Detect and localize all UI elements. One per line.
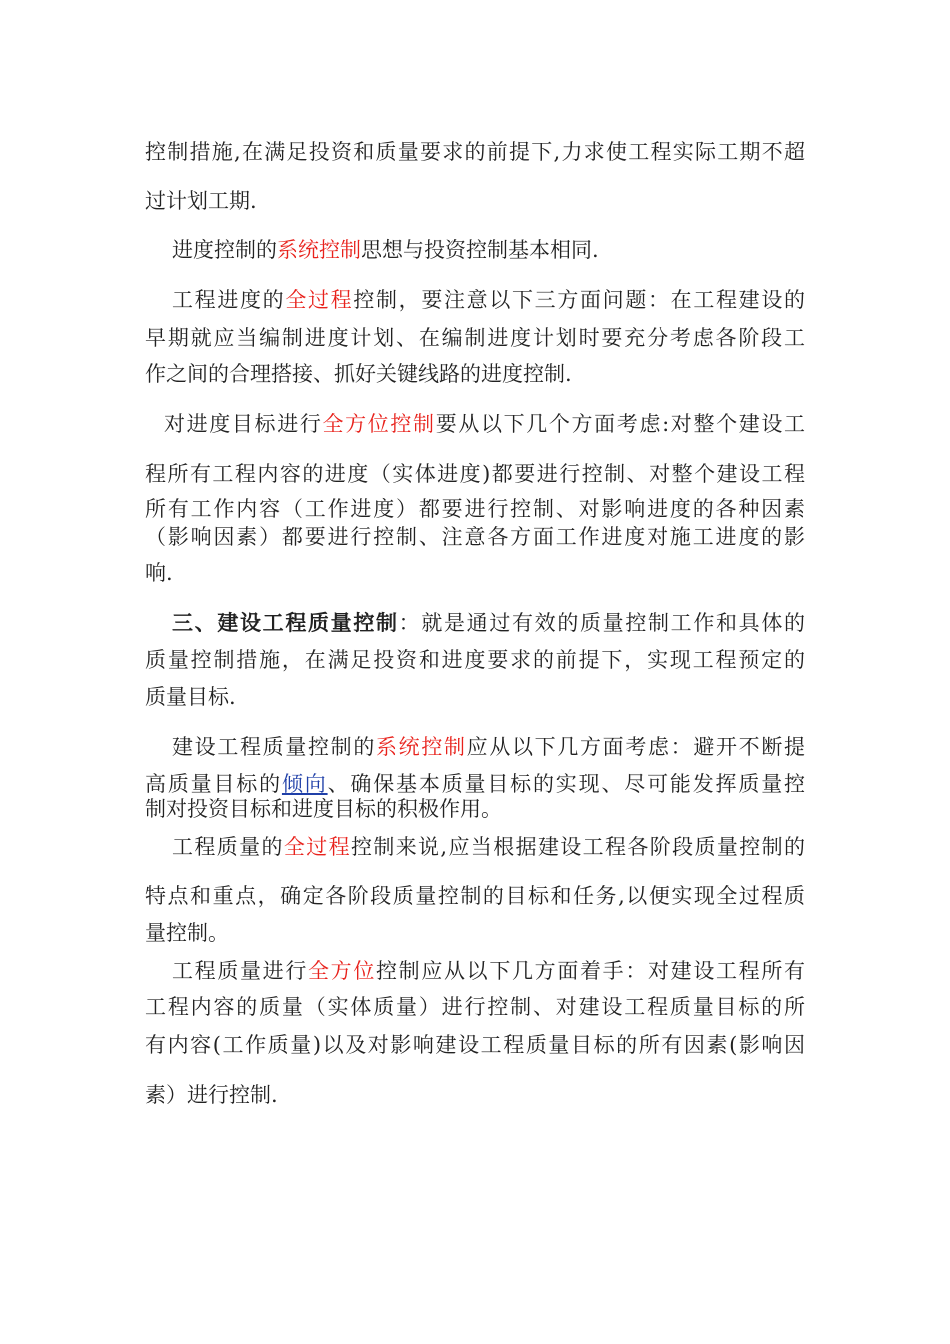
section-heading: 三、建设工程质量控制 <box>172 610 399 635</box>
text-line-22: 工程内容的质量（实体质量）进行控制、对建设工程质量目标的所 <box>145 995 805 1019</box>
text-line-12: 三、建设工程质量控制：就是通过有效的质量控制工作和具体的 <box>172 610 806 635</box>
text-line-19: 特点和重点，确定各阶段质量控制的目标和任务,以便实现全过程质 <box>145 884 805 908</box>
text-line-7: 对进度目标进行全方位控制要从以下几个方面考虑:对整个建设工 <box>164 412 806 436</box>
tendency-link[interactable]: 倾向 <box>281 772 328 796</box>
text-line-15: 建设工程质量控制的系统控制应从以下几方面考虑：避开不断提 <box>172 735 806 759</box>
text-line-3: 进度控制的系统控制思想与投资控制基本相同. <box>172 238 599 262</box>
text-line-18: 工程质量的全过程控制来说,应当根据建设工程各阶段质量控制的 <box>172 835 805 859</box>
keyword-system-control-2: 系统控制 <box>376 735 467 759</box>
text-line-2: 过计划工期. <box>145 189 257 213</box>
keyword-whole-process-2: 全过程 <box>283 835 351 859</box>
text-line-8: 程所有工程内容的进度（实体进度)都要进行控制、对整个建设工程 <box>145 462 805 486</box>
text-line-9: 所有工作内容（工作进度）都要进行控制、对影响进度的各种因素 <box>145 497 805 521</box>
keyword-system-control: 系统控制 <box>277 238 361 262</box>
text-line-10: （影响因素）都要进行控制、注意各方面工作进度对施工进度的影 <box>145 525 805 549</box>
text-line-14: 质量目标. <box>145 685 236 709</box>
text-line-6: 作之间的合理搭接、抓好关键线路的进度控制. <box>145 362 572 386</box>
keyword-all-around: 全方位 <box>308 959 376 983</box>
keyword-whole-process: 全过程 <box>285 288 354 312</box>
text-line-1: 控制措施,在满足投资和质量要求的前提下,力求使工程实际工期不超 <box>145 140 805 164</box>
text-line-20: 量控制。 <box>145 921 229 945</box>
text-line-11: 响. <box>145 561 173 585</box>
text-line-4: 工程进度的全过程控制，要注意以下三方面问题：在工程建设的 <box>172 288 806 312</box>
text-line-5: 早期就应当编制进度计划、在编制进度计划时要充分考虑各阶段工 <box>145 326 805 350</box>
text-line-17: 制对投资目标和进度目标的积极作用。 <box>145 797 502 821</box>
text-line-16: 高质量目标的倾向、确保基本质量目标的实现、尽可能发挥质量控 <box>145 772 806 796</box>
text-line-21: 工程质量进行全方位控制应从以下几方面着手：对建设工程所有 <box>172 959 805 983</box>
keyword-all-around-control: 全方位控制 <box>322 412 436 436</box>
text-line-13: 质量控制措施，在满足投资和进度要求的前提下，实现工程预定的 <box>145 648 805 672</box>
text-line-23: 有内容(工作质量)以及对影响建设工程质量目标的所有因素(影响因 <box>145 1033 805 1057</box>
text-line-24: 素）进行控制. <box>145 1083 278 1107</box>
